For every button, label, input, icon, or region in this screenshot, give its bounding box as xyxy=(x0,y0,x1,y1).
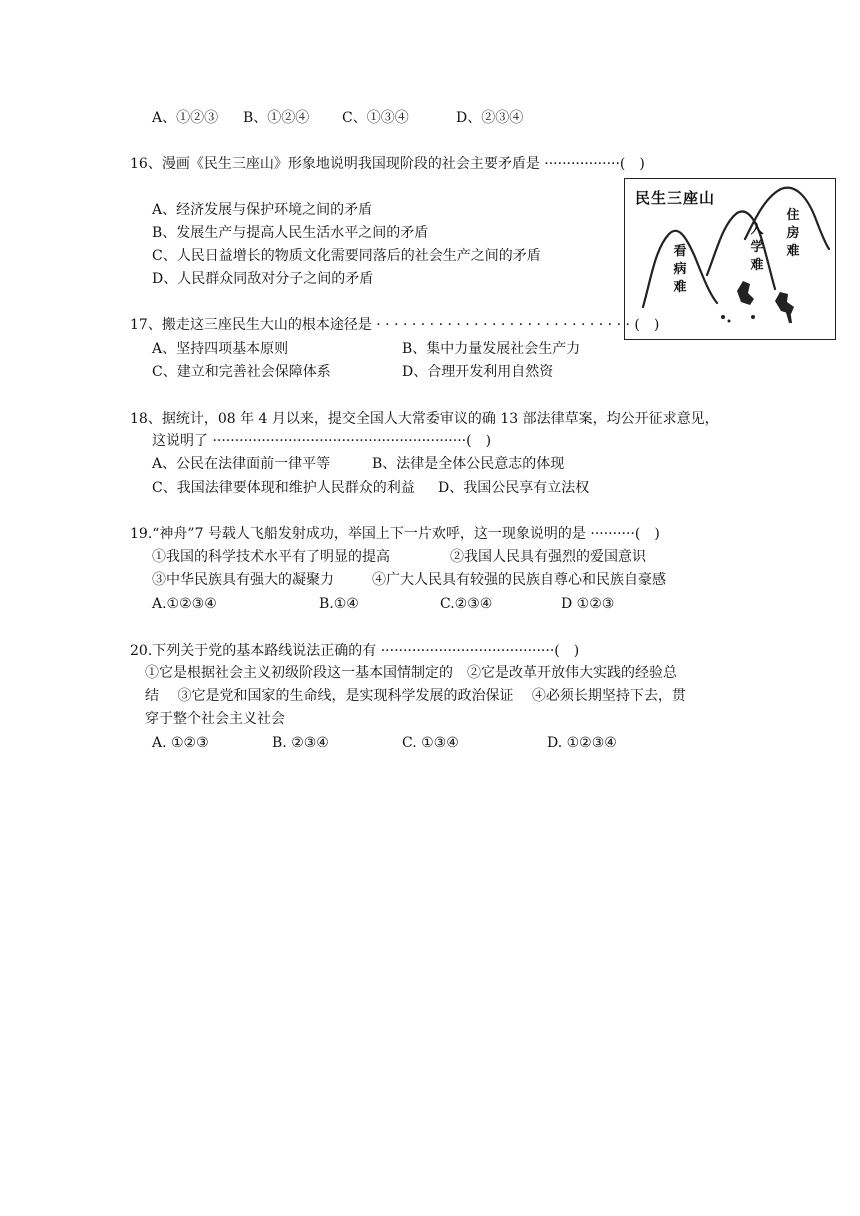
cartoon-title: 民生三座山 xyxy=(635,189,716,207)
q18-stem-line1: 18、据统计，08 年 4 月以来，提交全国人大常委审议的确 13 部法律草案，均公开征求意见， xyxy=(130,411,719,427)
q20-option-a: A. ①②③ xyxy=(152,735,209,751)
q19-statement-1: ①我国的科学技术水平有了明显的提高 xyxy=(152,549,390,565)
q20-option-d: D. ①②③④ xyxy=(547,735,617,751)
q19-option-b: B.①④ xyxy=(319,596,359,612)
q16-option-b: B、发展生产与提高人民生活水平之间的矛盾 xyxy=(152,225,429,241)
q20-option-c: C. ①③④ xyxy=(402,735,459,751)
q19-statement-2: ②我国人民具有强烈的爱国意识 xyxy=(450,549,646,565)
q16-option-d: D、人民群众同敌对分子之间的矛盾 xyxy=(152,271,374,287)
cartoon-label-middle: 入学难 xyxy=(750,222,764,273)
q15-option-c: C、①③④ xyxy=(342,110,409,126)
q19-option-a: A.①②③④ xyxy=(152,596,217,612)
q20-stem: 20.下列关于党的基本路线说法正确的有 ·······································( ) xyxy=(130,643,580,659)
cartoon-label-left: 看病难 xyxy=(673,244,687,295)
q16-option-a: A、经济发展与保护环境之间的矛盾 xyxy=(152,202,373,218)
q18-option-d: D、我国公民享有立法权 xyxy=(438,480,590,496)
q19-statement-3: ③中华民族具有强大的凝聚力 xyxy=(152,572,334,588)
q16-option-c: C、人民日益增长的物质文化需要同落后的社会生产之间的矛盾 xyxy=(152,248,541,264)
q17-option-c: C、建立和完善社会保障体系 xyxy=(152,364,331,380)
q17-stem: 17、搬走这三座民生大山的根本途径是 · · · · · · · · · · · · · · · · · · · · · · · · · · · · · ( ) xyxy=(130,317,660,333)
q16-stem: 16、漫画《民生三座山》形象地说明我国现阶段的社会主要矛盾是 ·················( ) xyxy=(130,156,645,172)
q20-text-line1: ①它是根据社会主义初级阶段这一基本国情制定的 ②它是改革开放伟大实践的经验总 xyxy=(145,665,677,681)
q18-option-a: A、公民在法律面前一律平等 xyxy=(152,456,331,472)
q18-option-b: B、法律是全体公民意志的体现 xyxy=(372,456,565,472)
q20-text-line2: 结 ③它是党和国家的生命线，是实现科学发展的政治保证 ④必须长期坚持下去，贯 xyxy=(145,688,686,704)
q15-option-d: D、②③④ xyxy=(456,110,524,126)
cartoon-label-right: 住房难 xyxy=(786,208,800,259)
q18-option-c: C、我国法律要体现和维护人民群众的利益 xyxy=(152,480,415,496)
q17-option-b: B、集中力量发展社会生产力 xyxy=(402,341,581,357)
q17-option-d: D、合理开发利用自然资 xyxy=(402,364,554,380)
q15-option-b: B、①②④ xyxy=(243,110,310,126)
q19-option-c: C.②③④ xyxy=(440,596,493,612)
q19-option-d: D ①②③ xyxy=(561,596,615,612)
q15-option-a: A、①②③ xyxy=(152,110,219,126)
q20-option-b: B. ②③④ xyxy=(272,735,329,751)
q20-text-line3: 穿于整个社会主义社会 xyxy=(145,711,285,727)
q19-stem: 19.“神舟”7 号载人飞船发射成功，举国上下一片欢呼，这一现象说明的是 ··········( ) xyxy=(130,526,660,542)
q17-option-a: A、坚持四项基本原则 xyxy=(152,341,289,357)
q18-stem-line2: 这说明了 ·························································( ) xyxy=(152,433,492,449)
q19-statement-4: ④广大人民具有较强的民族自尊心和民族自豪感 xyxy=(372,572,666,588)
